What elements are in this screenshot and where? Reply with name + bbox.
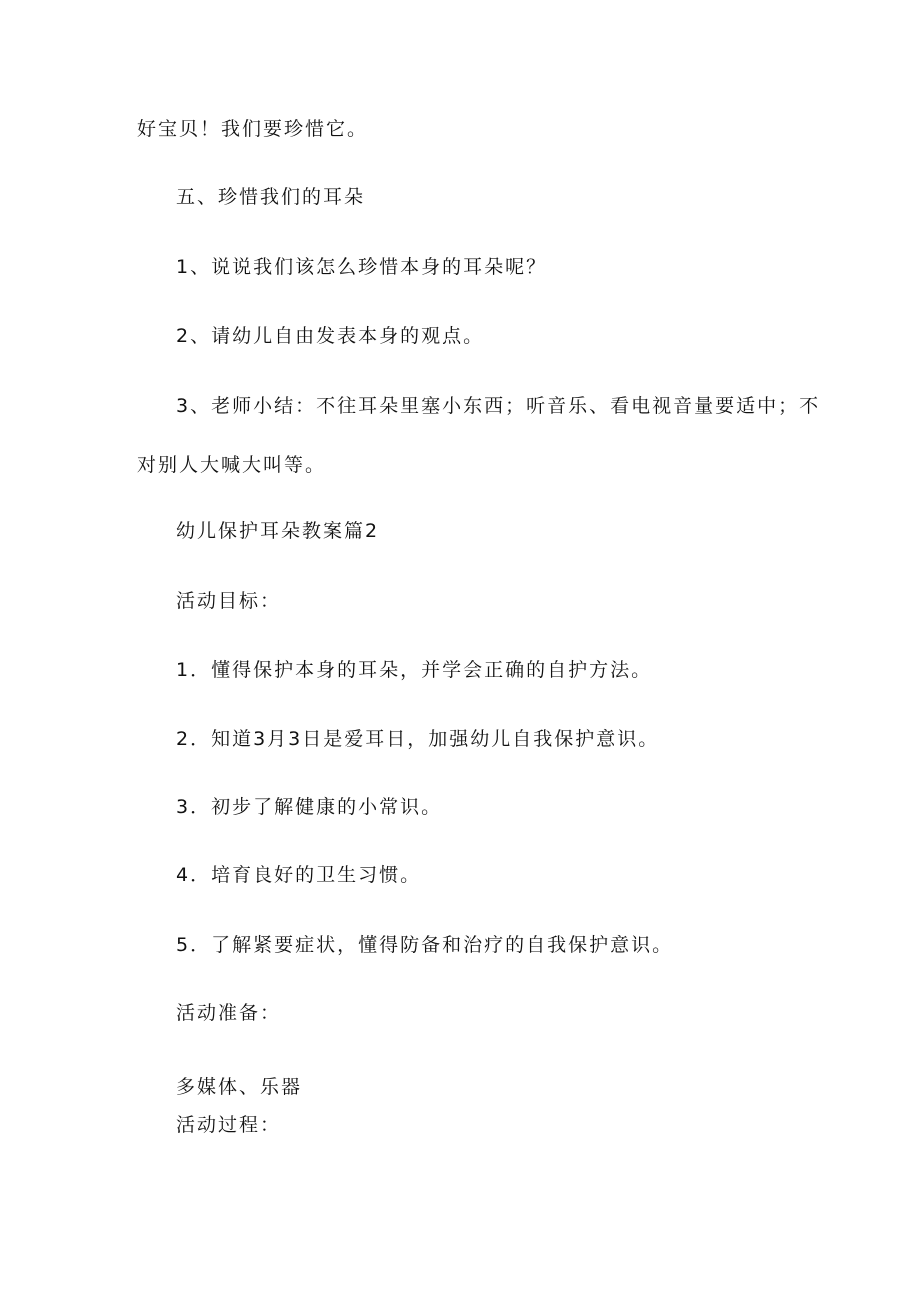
paragraph-line: 好宝贝！我们要珍惜它。	[137, 118, 369, 140]
list-item: 5．了解紧要症状，懂得防备和治疗的自我保护意识。	[176, 934, 674, 956]
section-title: 幼儿保护耳朵教案篇2	[176, 520, 380, 542]
list-item: 1．懂得保护本身的耳朵，并学会正确的自护方法。	[176, 659, 653, 681]
list-item: 3．初步了解健康的小常识。	[176, 796, 443, 818]
list-item: 4．培育良好的卫生习惯。	[176, 864, 422, 886]
section-heading: 五、珍惜我们的耳朵	[176, 186, 366, 208]
subsection-heading: 活动目标：	[176, 590, 282, 612]
subsection-heading: 活动准备：	[176, 1002, 282, 1024]
list-item: 3、老师小结：不往耳朵里塞小东西；听音乐、看电视音量要适中；不	[176, 395, 821, 417]
list-item: 2．知道3月3日是爱耳日，加强幼儿自我保护意识。	[176, 728, 660, 750]
paragraph-line: 多媒体、乐器	[176, 1076, 303, 1098]
subsection-heading: 活动过程：	[176, 1114, 282, 1136]
paragraph-line: 对别人大喊大叫等。	[137, 454, 327, 476]
list-item: 2、请幼儿自由发表本身的观点。	[176, 325, 485, 347]
list-item: 1、说说我们该怎么珍惜本身的耳朵呢？	[176, 256, 548, 278]
